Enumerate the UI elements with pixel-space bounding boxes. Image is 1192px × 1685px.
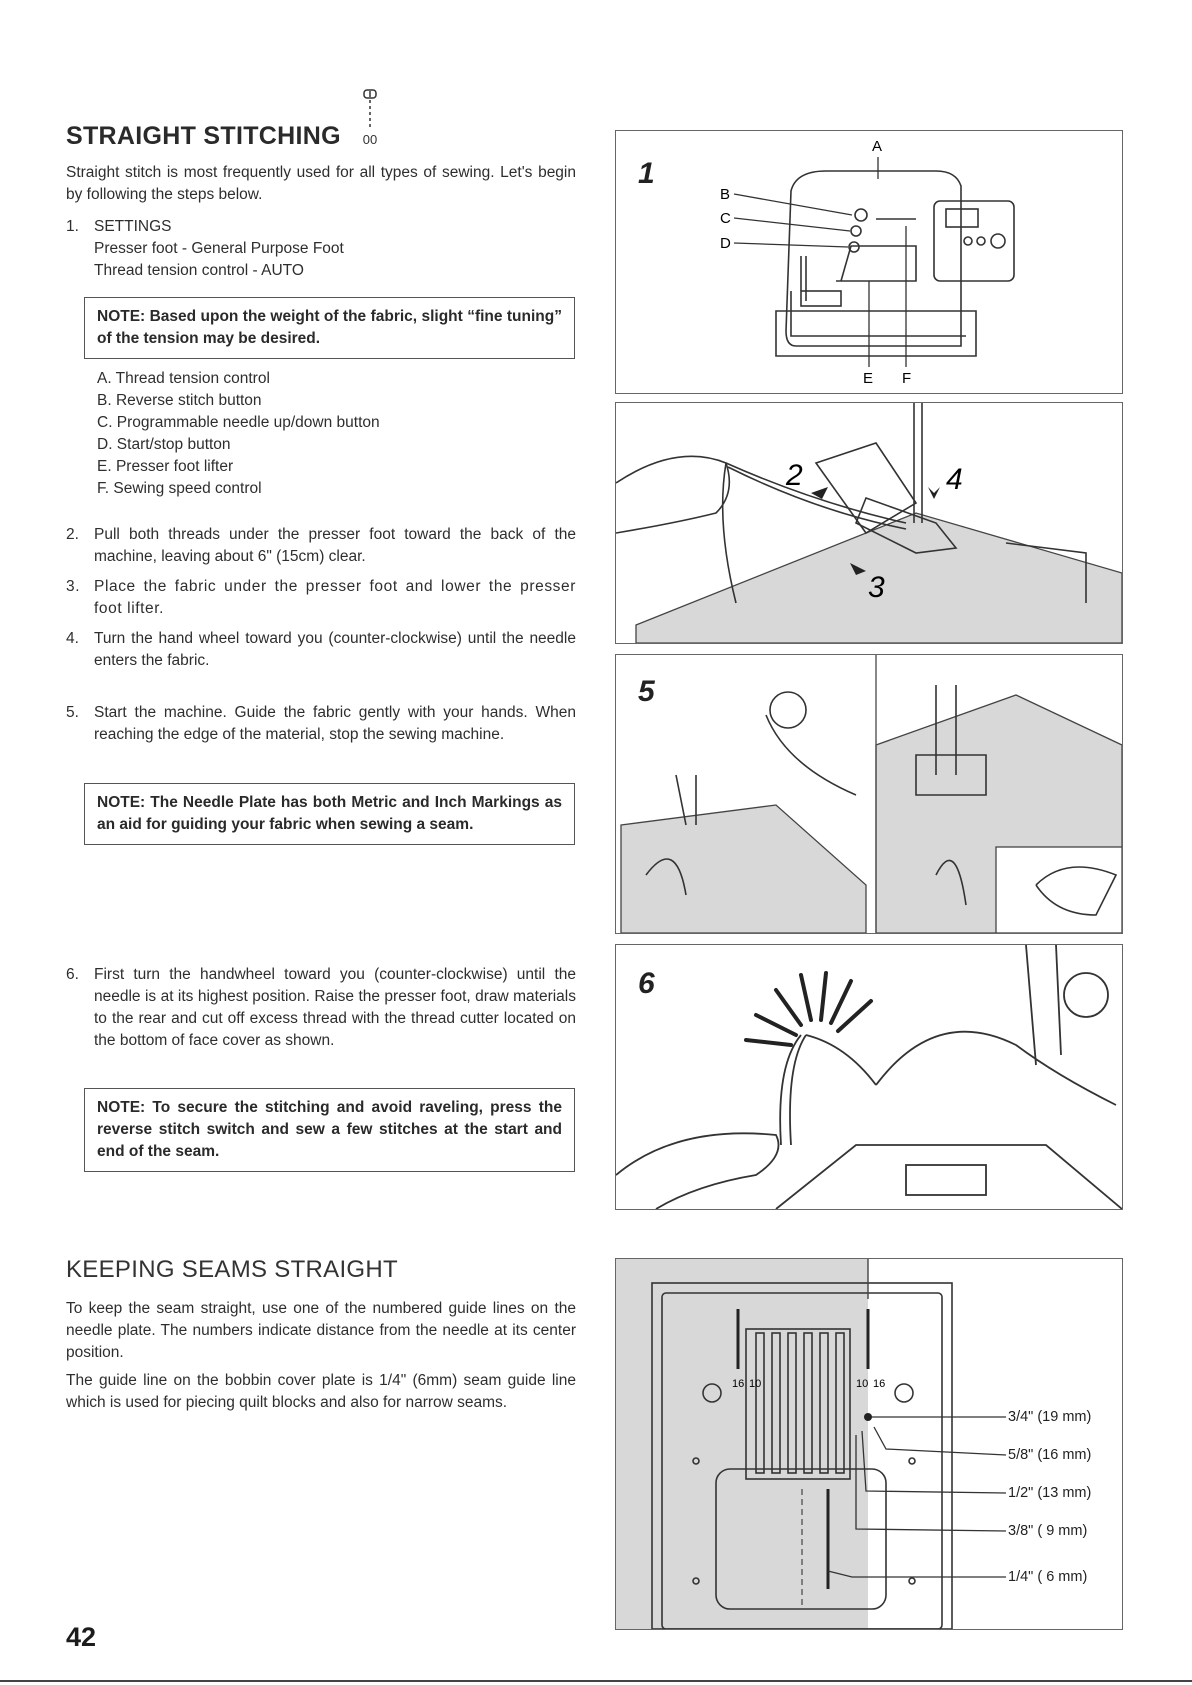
step-3-text: Place the fabric under the presser foot and lower the presser foot lifter.: [94, 578, 576, 617]
label-f: F: [902, 370, 912, 387]
step-4: [66, 628, 576, 672]
measure-3-8: 3/8" ( 9 mm): [1008, 1523, 1088, 1539]
plate-mark-right-16: 16: [873, 1378, 886, 1390]
label-d: D: [720, 235, 731, 252]
bottom-rule: [0, 1680, 1192, 1682]
page-title: STRAIGHT STITCHING: [66, 122, 341, 150]
measure-3-4: 3/4" (19 mm): [1008, 1409, 1092, 1425]
step-3: [66, 576, 576, 620]
label-e: E: [863, 370, 874, 387]
step-1-line2: Thread tension control - AUTO: [94, 262, 304, 279]
figure-needle-plate: [615, 1258, 1123, 1630]
page-number: 42: [66, 1622, 97, 1652]
figure-start-machine: [615, 654, 1123, 934]
note-needle-plate: NOTE: The Needle Plate has both Metric and Inch Markings as an aid for guiding your fabric when sewing a seam.: [84, 783, 575, 845]
intro-text: Straight stitch is most frequently used for all types of sewing. Let's begin by following the steps below.: [66, 164, 576, 203]
part-c: C. Programmable needle up/down button: [97, 414, 380, 431]
step-1-number: 1.: [66, 218, 79, 235]
straight-stitch-icon: [358, 88, 382, 150]
label-b: B: [720, 186, 731, 203]
step-6-text: First turn the handwheel toward you (counter-clockwise) until the needle is at its highest position. Raise the presser foot, draw materials to the rear and cut off excess thread with the thread cutter located on the bottom of face cover as shown.: [94, 966, 576, 1049]
step-2-text: Pull both threads under the presser foot toward the back of the machine, leaving about 6" (15cm) clear.: [94, 526, 576, 565]
step-6-number: 6.: [66, 966, 79, 983]
guide-fabric-illustration: [616, 655, 1122, 933]
arrow-label-4: 4: [946, 463, 963, 496]
measure-1-4: 1/4" ( 6 mm): [1008, 1569, 1088, 1585]
label-c: C: [720, 210, 731, 227]
plate-mark-left-16: 16: [732, 1378, 745, 1390]
figure-4-step-number: 6: [638, 967, 655, 1000]
figure-pull-threads: [615, 402, 1123, 644]
arrow-label-2: 2: [786, 459, 803, 492]
step-5-number: 5.: [66, 704, 79, 721]
step-5: [66, 702, 576, 746]
figure-1-step-number: 1: [638, 157, 655, 190]
part-a: A. Thread tension control: [97, 370, 270, 387]
step-5-text: Start the machine. Guide the fabric gently with your hands. When reaching the edge of the material, stop the sewing machine.: [94, 704, 576, 743]
step-2: [66, 524, 576, 568]
seams-paragraph-2: The guide line on the bobbin cover plate is 1/4" (6mm) seam guide line which is used for piecing quilt blocks and also for narrow seams.: [66, 1372, 576, 1411]
step-4-number: 4.: [66, 630, 79, 647]
part-b: B. Reverse stitch button: [97, 392, 262, 409]
part-e: E. Presser foot lifter: [97, 458, 234, 475]
thread-cutter-illustration: [616, 945, 1122, 1209]
plate-mark-left-10: 10: [749, 1378, 762, 1390]
step-6: [66, 964, 576, 1052]
section-title-seams: KEEPING SEAMS STRAIGHT: [66, 1256, 398, 1283]
step-3-number: 3.: [66, 578, 81, 595]
figure-machine-overview: [615, 130, 1123, 394]
step-1: [66, 216, 576, 282]
arrow-label-3: 3: [868, 571, 885, 604]
stitch-code: 00: [362, 132, 378, 147]
part-d: D. Start/stop button: [97, 436, 231, 453]
presser-foot-illustration: [616, 403, 1122, 643]
seams-paragraph-1: To keep the seam straight, use one of the numbered guide lines on the needle plate. The numbers indicate distance from the needle at its center position.: [66, 1300, 576, 1361]
step-4-text: Turn the hand wheel toward you (counter-clockwise) until the needle enters the fabric.: [94, 630, 576, 669]
figure-3-step-number: 5: [638, 675, 655, 708]
note-tension: NOTE: Based upon the weight of the fabric, slight “fine tuning” of the tension may be desired.: [84, 297, 575, 359]
part-f: F. Sewing speed control: [97, 480, 262, 497]
note-reverse-stitch: NOTE: To secure the stitching and avoid raveling, press the reverse stitch switch and sew a few stitches at the start and end of the seam.: [84, 1088, 575, 1172]
sewing-machine-illustration: [616, 131, 1122, 393]
step-2-number: 2.: [66, 526, 79, 543]
measure-1-2: 1/2" (13 mm): [1008, 1485, 1092, 1501]
parts-list: [97, 368, 567, 500]
step-1-line1: Presser foot - General Purpose Foot: [94, 240, 344, 257]
plate-mark-right-10: 10: [856, 1378, 869, 1390]
figure-cut-thread: [615, 944, 1123, 1210]
label-a: A: [872, 138, 883, 155]
step-1-heading: SETTINGS: [94, 218, 172, 235]
measure-5-8: 5/8" (16 mm): [1008, 1447, 1092, 1463]
